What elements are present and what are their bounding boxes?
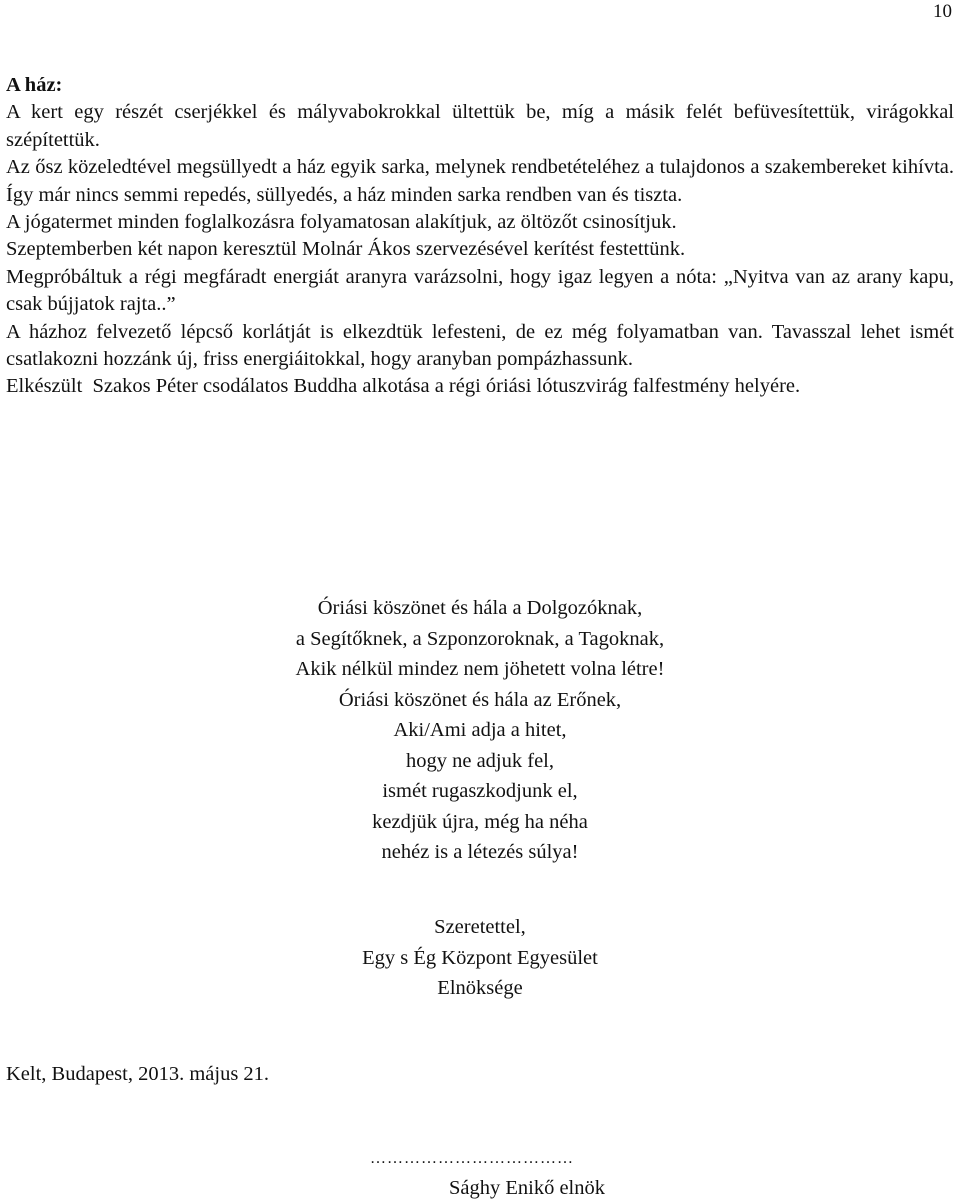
paragraph-yoga-room: A jógatermet minden foglalkozásra folyamatosan alakítjuk, az öltözőt csinosítjuk. (6, 211, 677, 234)
closing-board: Elnöksége (437, 977, 523, 999)
thanks-line: kezdjük újra, még ha néha (372, 810, 588, 833)
thanks-line: Óriási köszönet és hála az Erőnek, (338, 688, 622, 711)
closing-greeting: Szeretettel, (434, 916, 526, 938)
thanks-line: a Segítőknek, a Szponzoroknak, a Tagoknak, (295, 627, 665, 650)
paragraph-fence: Szeptemberben két napon keresztül Molnár Ákos szervezésével kerítést festettünk. (6, 238, 686, 261)
paragraph-house-corner: Az ősz közeledtével megsüllyedt a ház egyik sarka, melynek rendbetételéhez a tulajdonos a szakembereket kihívta. Így már nincs semmi repedés, süllyedés, a ház minden sarka rendben van és tiszta. (6, 156, 954, 206)
closing-block (0, 912, 960, 1004)
paragraph-stairs: A házhoz felvezető lépcső korlátját is elkezdtük lefesteni, de ez még folyamatban van. Tavasszal lehet ismét csatlakozni hozzánk új, friss energiáitokkal, hogy aranyban pompázhassunk. (6, 320, 954, 371)
paragraph-energy: Megpróbáltuk a régi megfáradt energiát aranyra varázsolni, hogy igaz legyen a nóta: „Nyitva van az arany kapu, csak bújjatok rajta..” (6, 265, 954, 316)
thanks-line: ismét rugaszkodjunk el, (382, 780, 578, 802)
section-heading: A ház: (6, 74, 63, 96)
thanks-line: Akik nélkül mindez nem jöhetett volna létre! (295, 658, 665, 680)
paragraph-buddha: Elkészült Szakos Péter csodálatos Buddha alkotása a régi óriási lótuszvirág falfestmény helyére. (6, 375, 801, 398)
thanks-line: hogy ne adjuk fel, (405, 749, 554, 772)
place-date: Kelt, Budapest, 2013. május 21. (6, 1063, 270, 1085)
thanks-line: nehéz is a létezés súlya! (381, 841, 579, 863)
paragraph-garden: A kert egy részét cserjékkel és mályvabokrokkal ültettük be, míg a másik felét befüvesítettük, virágokkal szépítettük. (6, 101, 954, 151)
thanks-poem (0, 593, 960, 868)
closing-organization: Egy s Ég Központ Egyesület (362, 946, 598, 969)
thanks-line: Aki/Ami adja a hitet, (393, 719, 567, 741)
section-body (6, 72, 954, 401)
page-number: 10 (933, 1, 952, 22)
signature-line: ……………………………… (370, 1150, 574, 1167)
signer-name: Sághy Enikő elnök (448, 1177, 605, 1199)
thanks-line: Óriási köszönet és hála a Dolgozóknak, (317, 597, 643, 619)
